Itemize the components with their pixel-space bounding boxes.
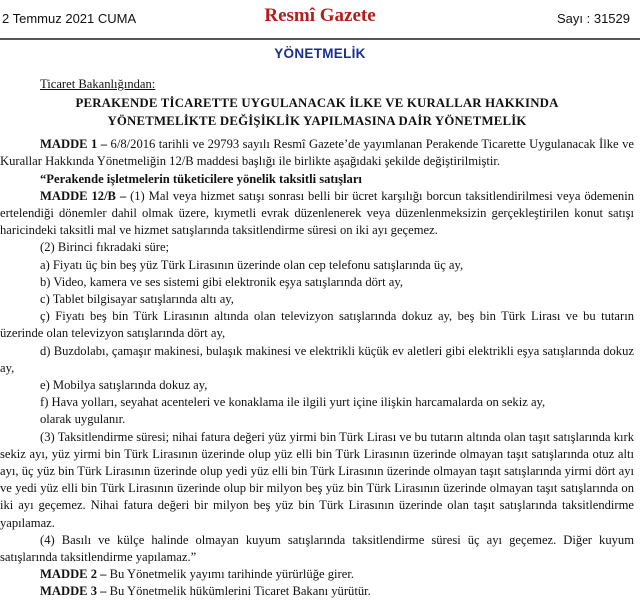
ministry-line: Ticaret Bakanlığından: [40,77,156,91]
article-12b-text: (1) Mal veya hizmet satışı sonrası belli bir ücret karşılığı borcun taksitlendirilmesi veya ödemenin ertelendiği dönemler dahil olmak üzere, kıymetli evrak düzenlenerek veya düzenlenmeksizin gerçekleştirilen konut satışı haricindeki taksitli mal ve hizmet satışlarında taksitlendirme süresi on iki ayı geçemez. [0,188,634,238]
issue-number: Sayı : 31529 [557,11,630,26]
issue-date: 2 Temmuz 2021 CUMA [2,11,137,26]
regulation-title [0,95,634,130]
article-2-text: Bu Yönetmelik yayımı tarihinde yürürlüğe girer. [106,567,354,582]
paragraph: b) Video, kamera ve ses sistemi gibi elektronik eşya satışlarında dört ay, [40,274,403,289]
paragraph: c) Tablet bilgisayar satışlarında altı ay, [40,292,234,307]
paragraph: ç) Fiyatı beş bin Türk Lirasının altında olan televizyon satışlarında dokuz ay, beş bin Türk Lirası ve bu tutarın üzerinde olan televizyon satışlarında dört ay, [0,309,634,341]
article-3-text: Bu Yönetmelik hükümlerini Ticaret Bakanı yürütür. [106,584,371,599]
paragraph: d) Buzdolabı, çamaşır makinesi, bulaşık makinesi ve elektrikli küçük ev aletleri gibi elektrikli eşya satışlarında dokuz ay, [0,343,634,375]
paragraph: e) Mobilya satışlarında dokuz ay, [40,378,208,393]
gazette-title: Resmî Gazete [264,5,376,26]
gazette-header [0,0,640,40]
title-line-1: PERAKENDE TİCARETTE UYGULANACAK İLKE VE KURALLAR HAKKINDA [75,96,559,111]
paragraph: (2) Birinci fıkradaki süre; [40,240,170,255]
article-1 [0,136,634,170]
article-2 [0,566,634,583]
section-heading: YÖNETMELİK [274,46,366,61]
article-1-label: MADDE 1 – [40,137,108,152]
paragraph: olarak uygulanır. [40,412,126,427]
article-12b-label: MADDE 12/B – [40,188,127,203]
paragraph: f) Hava yolları, seyahat acenteleri ve konaklama ile ilgili yurt içine ilişkin harcamalarda on sekiz ay, [40,395,546,410]
paragraph: (4) Basılı ve külçe halinde olmayan kuyum satışlarında taksitlendirme süresi üç ayı geçemez. Diğer kuyum satışlarında taksitlendirme yapılamaz.” [0,532,634,565]
article-2-label: MADDE 2 – [40,567,107,582]
quoted-heading: “Perakende işletmelerin tüketicilere yönelik taksitli satışları [40,171,362,186]
article-3 [0,583,634,600]
header-divider [0,38,640,40]
paragraph: a) Fiyatı üç bin beş yüz Türk Lirasının üzerinde olan cep telefonu satışlarında üç ay, [40,257,464,272]
article-12b [0,188,634,240]
paragraph: (3) Taksitlendirme süresi; nihai fatura değeri yüz yirmi bin Türk Lirası ve bu tutarın altında olan taşıt satışlarında kırk sekiz ayı, yüz yirmi bin Türk Lirasının üzerinde olup yüz elli bin Türk Lirasının üzerinde olmayan taşıt satışlarında otuz altı ayı, üç yüz bin Türk Lirasının üzerinde olup yedi yüz elli bin Türk Lirasının üzerinde olmayan taşıt satışlarında yirmi dört ayı ve yedi yüz elli bin Türk Lirasının üzerinde olup bir milyon beş yüz bin Türk Lirasının üzerinde olmayan taşıt satışlarında on iki ayı geçemez. Nihai fatura değeri bir milyon beş yüz bin Türk Lirasının üzerinde olan taşıt satışlarında taksitlendirme yapılamaz. [0,429,634,530]
title-line-2: YÖNETMELİKTE DEĞİŞİKLİK YAPILMASINA DAİR YÖNETMELİK [107,113,527,128]
article-3-label: MADDE 3 – [40,584,107,599]
regulation-body [0,66,634,601]
article-1-text: 6/8/2016 tarihli ve 29793 sayılı Resmî Gazete’de yayımlanan Perakende Ticarette Uygulanacak İlke ve Kurallar Hakkında Yönetmeliğin 12/B maddesi başlığı ile birlikte aşağıdaki şekilde değiştirilmiştir. [0,137,634,169]
